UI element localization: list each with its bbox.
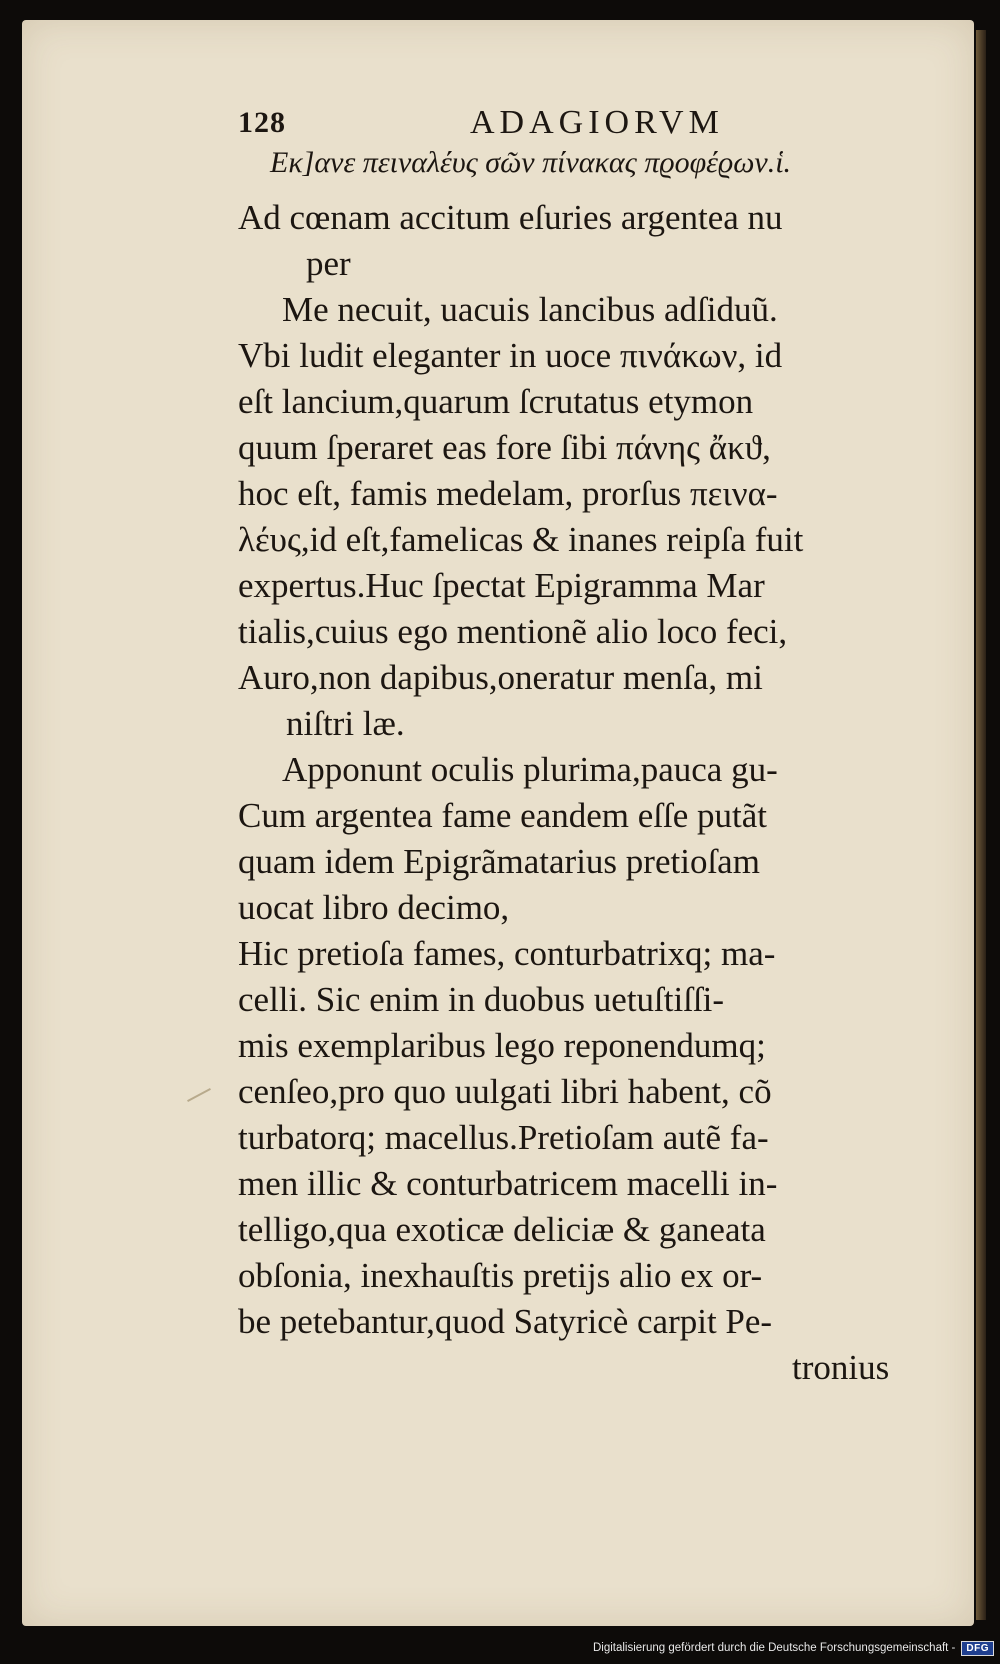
text-line: Hic pretioſa fames, conturbatrixq; ma- — [238, 934, 776, 973]
text-line: men illic & conturbatricem macelli in- — [238, 1164, 778, 1203]
text-line: Vbi ludit eleganter in uoce πινάκων, id — [238, 336, 783, 375]
text-line: hoc eſt, famis medelam, prorſus πεινα- — [238, 474, 778, 513]
text-line: eſt lancium,quarum ſcrutatus etymon — [238, 382, 754, 421]
text-line: Ad cœnam accitum eſuries argentea nu — [238, 198, 783, 237]
text-line: quum ſperaret eas fore ſibi πάνης ἄκϑ, — [238, 428, 771, 467]
text-line: Cum argentea fame eandem eſſe putãt — [238, 796, 767, 835]
page-title: ADAGIORVM — [470, 104, 724, 141]
text-line: Auro,non dapibus,oneratur menſa, mi — [238, 658, 763, 697]
greek-verse-line: Εκ]ανε πειναλέυς σῶν πίνακας πϱοφέϱων.ἱ. — [270, 146, 792, 179]
text-line: celli. Sic enim in duobus uetuſtiſſi- — [238, 980, 725, 1019]
text-line: turbatorq; macellus.Pretioſam autẽ fa- — [238, 1118, 769, 1157]
dfg-logo-icon: DFG — [961, 1641, 994, 1656]
text-line: mis exemplaribus lego reponendumq; — [238, 1026, 766, 1065]
text-line: be petebantur,quod Satyricè carpit Pe- — [238, 1302, 773, 1341]
footer-credit-text: Digitalisierung gefördert durch die Deutsche Forschungsgemeinschaft - — [592, 1642, 956, 1654]
text-line: tialis,cuius ego mentionẽ alio loco feci, — [238, 612, 788, 651]
text-line: Me necuit, uacuis lancibus adſiduũ. — [282, 290, 778, 329]
catchword: tronius — [792, 1348, 890, 1387]
page-number: 128 — [238, 106, 286, 139]
text-line: quam idem Epigrãmatarius pretioſam — [238, 842, 760, 881]
text-line: expertus.Huc ſpectat Epigramma Mar — [238, 566, 765, 605]
text-line: obſonia, inexhauſtis pretijs alio ex or- — [238, 1256, 763, 1295]
text-line: per — [306, 244, 351, 283]
text-line: uocat libro decimo, — [238, 888, 510, 927]
text-line: λέυς,id eſt,famelicas & inanes reipſa fuit — [238, 520, 804, 559]
text-line: telligo,qua exoticæ deliciæ & ganeata — [238, 1210, 766, 1249]
text-line: Apponunt oculis plurima,pauca gu- — [282, 750, 778, 789]
text-line: niſtri læ. — [286, 704, 405, 743]
footer-credit — [593, 1636, 994, 1660]
text-line: cenſeo,pro quo uulgati libri habent, cõ — [238, 1072, 772, 1111]
